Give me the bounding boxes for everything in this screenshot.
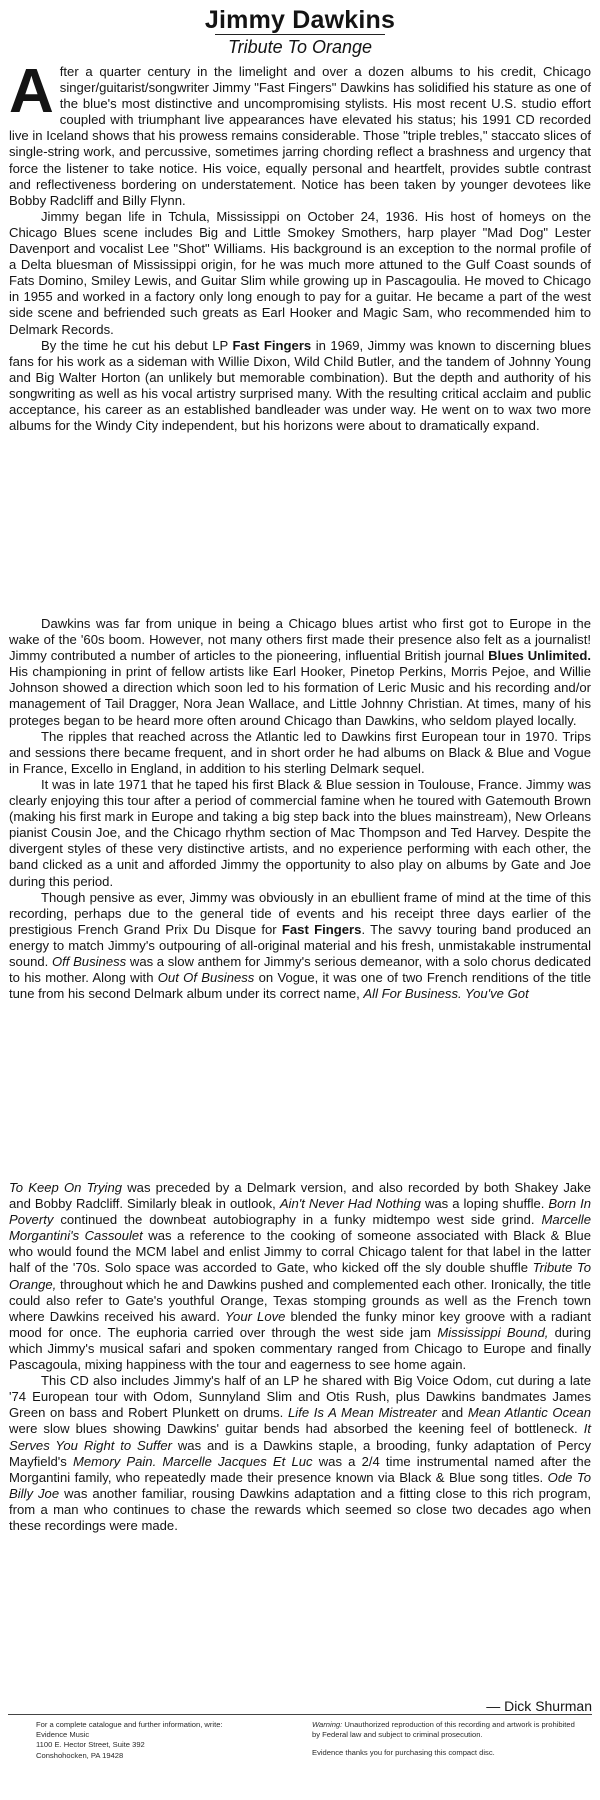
warning-label: Warning: <box>312 1720 343 1729</box>
song-title: It Serves You Right to Suffer <box>9 1421 591 1453</box>
text-run: was a 2/4 time instrumental named after the Morgantini family, who repeatedly made their presence known via Black & Blue song titles. <box>9 1453 591 1485</box>
text-block-1 <box>9 57 591 434</box>
text-run: was a reference to the cooking of someone associated with Black & Blue who would found the MCM label and enlist Jimmy to corral Chicago talent for that label in the latter half of the '70s. Solo space was accorded to Gate, who kicked off the sly double shuffle <box>9 1228 591 1276</box>
paragraph <box>9 616 591 729</box>
song-title: Your Love <box>225 1308 286 1324</box>
text-run: was preceded by a Delmark version, and also recorded by both Shakey Jake and Bobby Radcliff. Similarly bleak in outlook, <box>9 1180 591 1212</box>
footer-line: Evidence Music <box>36 1730 90 1740</box>
song-title: Marcelle Morgantini's Cassoulet <box>9 1212 591 1244</box>
song-title: Mean Atlantic Ocean <box>467 1405 591 1421</box>
paragraph <box>9 1180 591 1373</box>
paragraph-text: fter a quarter century in the limelight and over a dozen albums to his credit, Chicago singer/guitarist/songwriter Jimmy "Fast Fingers" Dawkins has solidified his stature as one of the blue's most distinctive and uncompromising stylists. His most recent U.S. studio effort coupled with triumphant live appearances have elevated his status; his 1991 CD recorded live in Iceland shows that his prowess remains considerable. Those "triple trebles," staccato slices of single-string work, and percussive, sometimes jarring chording reflect a brashness and urgency that force the listener to take notice. His voice, equally personal and heartfelt, provides subtle contrast and reflectiveness bordering on understatement. Notice has been taken by younger devotees like Bobby Radcliff and Billy Flynn. <box>9 64 591 208</box>
text-run: Dawkins was far from unique in being a Chicago blues artist who first got to Europe in the wake of the '60s boom. However, not many others first made their presence also felt as a journalist! Jimmy contributed a number of articles to the pioneering, influential British journal <box>9 616 591 664</box>
album-title: Fast Fingers <box>232 337 312 353</box>
text-run: . The savvy touring band produced an energy to match Jimmy's outpouring of all-original material and his fresh, unmistakable instrumental sound. <box>9 921 592 969</box>
header <box>0 6 600 34</box>
paragraph <box>9 338 591 435</box>
footer-legal <box>312 1720 580 1759</box>
text-run: was a loping shuffle. <box>420 1196 549 1212</box>
paragraph <box>9 57 591 209</box>
paragraph <box>9 890 591 1003</box>
text-block-2 <box>9 616 591 1002</box>
warning-text: Unauthorized reproduction of this recording and artwork is prohibited by Federal law and subject to criminal prosecution. <box>312 1720 575 1740</box>
paragraph: The ripples that reached across the Atlantic led to Dawkins first European tour in 1970. Trips and sessions there became frequent, and in short order he had albums on Black & Blue and Vogue in France, Excello in England, in addition to his sterling Delmark sequel. <box>9 728 591 776</box>
song-title: Out Of Business <box>157 970 255 986</box>
song-title: Life Is A Mean Mistreater <box>288 1405 437 1421</box>
song-title: To Keep On Trying <box>9 1180 123 1195</box>
song-title: Marcelle Jacques Et Luc <box>162 1453 313 1469</box>
paragraph: Jimmy began life in Tchula, Mississippi on October 24, 1936. His host of homeys on the Chicago Blues scene includes Big and Little Smokey Smothers, harp player "Mad Dog" Lester Davenport and vocalist Lee "Shot" Williams. His background is an exception to the normal profile of a Delta bluesman of Mississippi origin, for he was much more attuned to the Gulf Coast sounds of Fats Domino, Smiley Lewis, and Guitar Slim while growing up in Pascagoulia. He moved to Chicago in 1955 and worked in a factory only long enough to pay for a guitar. He became a part of the west side scene and befriended such greats as Earl Hooker and Magic Sam, who recommended him to Delmark Records. <box>9 208 591 337</box>
song-title: Ain't Never Had Nothing <box>279 1196 421 1212</box>
footer-warning <box>312 1720 580 1740</box>
footer-contact <box>36 1720 286 1761</box>
text-run: were slow blues showing Dawkins' guitar bends had absorbed the keening feel of bottleneck. <box>9 1421 584 1437</box>
text-run: Though pensive as ever, Jimmy was obviously in an ebullient frame of mind at the time of this recording, perhaps due to the general tide of events and his receipt three days earlier of the prestigious French Grand Prix Du Disque for <box>9 889 591 937</box>
text-run: throughout which he and Dawkins pushed and complemented each other. Ironically, the title could also refer to Gate's youthful Orange, Texas stomping grounds as well as the French town where Dawkins received his award. <box>9 1276 591 1324</box>
paragraph: It was in late 1971 that he taped his first Black & Blue session in Toulouse, France. Jimmy was clearly enjoying this tour after a period of commercial famine when he toured with Gatemouth Brown (making his first mark in Europe and taking a big step back into the blues mainstream), New Orleans pianist Cousin Joe, and the Chicago rhythm section of Mac Thompson and Ted Harvey. Despite the divergent styles of these very distinctive artists, and no experience performing with each other, the band clicked as a unit and afforded Jimmy the opportunity to also play on albums by Gate and Joe during this period. <box>9 776 591 889</box>
footer-divider <box>8 1714 592 1715</box>
author-signature: — Dick Shurman <box>486 1698 592 1714</box>
footer-line: For a complete catalogue and further information, write: <box>36 1720 223 1729</box>
text-run: This CD also includes Jimmy's half of an LP he shared with Big Voice Odom, cut during a late '74 European tour with Odom, Sunnyland Slim and Otis Rush, plus Dawkins bandmates James Green on bass and Robert Plunkett on drums. <box>9 1373 591 1421</box>
text-run: was a slow anthem for Jimmy's serious demeanor, with a solo chorus dedicated to his mother. Along with <box>9 953 591 986</box>
song-title: All For Business. You've Got <box>363 986 529 1002</box>
text-run: in 1969, Jimmy was known to discerning blues fans for his work as a sideman with Willie Dixon, Wild Child Butler, and the tandem of Johnny Young and Big Walter Horton (an unlikely but memorable combination). But the depth and authority of his songwriting as well as his vocal artistry surprised many. With the resulting critical acclaim and public acceptance, his career as an established bandleader was under way. He went on to wax two more albums for the Windy City independent, but his horizons were about to dramatically expand. <box>9 337 591 434</box>
journal-title: Blues Unlimited. <box>488 648 591 664</box>
footer-thanks: Evidence thanks you for purchasing this compact disc. <box>312 1748 495 1758</box>
drop-cap: A <box>9 57 54 126</box>
footer-line: Conshohocken, PA 19428 <box>36 1750 124 1760</box>
album-title: Fast Fingers <box>281 921 362 937</box>
footer-line: 1100 E. Hector Street, Suite 392 <box>36 1740 145 1750</box>
page-title: Jimmy Dawkins <box>204 6 396 34</box>
text-block-3 <box>9 1180 591 1534</box>
song-title: Ode To Billy Joe <box>9 1469 591 1501</box>
song-title: Tribute To Orange, <box>9 1260 591 1292</box>
text-run: His championing in print of fellow artists like Earl Hooker, Pinetop Perkins, Morris Pejoe, and Willie Johnson showed a direction which soon led to his formation of Leric Music and his recording and/or management of Tail Dragger, Nora Jean Wallace, and Little Johnny Christian. At times, many of his proteges began to be heard more often around Chicago than Dawkins, who seldom played locally. <box>9 664 591 728</box>
text-run: blended the funky minor key groove with a radiant mood for once. The euphoria carried over through the west side jam <box>9 1308 591 1340</box>
text-run: was and is a Dawkins staple, a brooding, funky adaptation of Percy Mayfield's <box>9 1437 591 1469</box>
song-title: Memory Pain. <box>72 1453 157 1469</box>
song-title: Mississippi Bound, <box>437 1324 549 1340</box>
text-run: continued the downbeat autobiography in a funky midtempo west side grind. <box>53 1212 542 1228</box>
page-subtitle: Tribute To Orange <box>227 37 373 57</box>
song-title: Off Business <box>51 953 127 969</box>
paragraph <box>9 1373 591 1534</box>
title-rule <box>215 34 385 35</box>
text-run: and <box>436 1405 468 1421</box>
song-title: Born In Poverty <box>9 1196 591 1228</box>
text-run: was another familiar, rousing Dawkins adaptation and a fitting close to this rich program, from a man who continues to chase the rewards which seemed so close two decades ago when these recordings were made. <box>9 1485 591 1533</box>
text-run: during which Jimmy's musical safari and spoken commentary ranged from Chicago to Europe and finally Pascagoula, mixing happiness with the tour and eagerness to see home again. <box>9 1324 591 1373</box>
text-run: on Vogue, it was one of two French renditions of the title tune from his second Delmark album under its correct name, <box>9 970 591 1002</box>
text-run: By the time he cut his debut LP <box>41 337 233 353</box>
